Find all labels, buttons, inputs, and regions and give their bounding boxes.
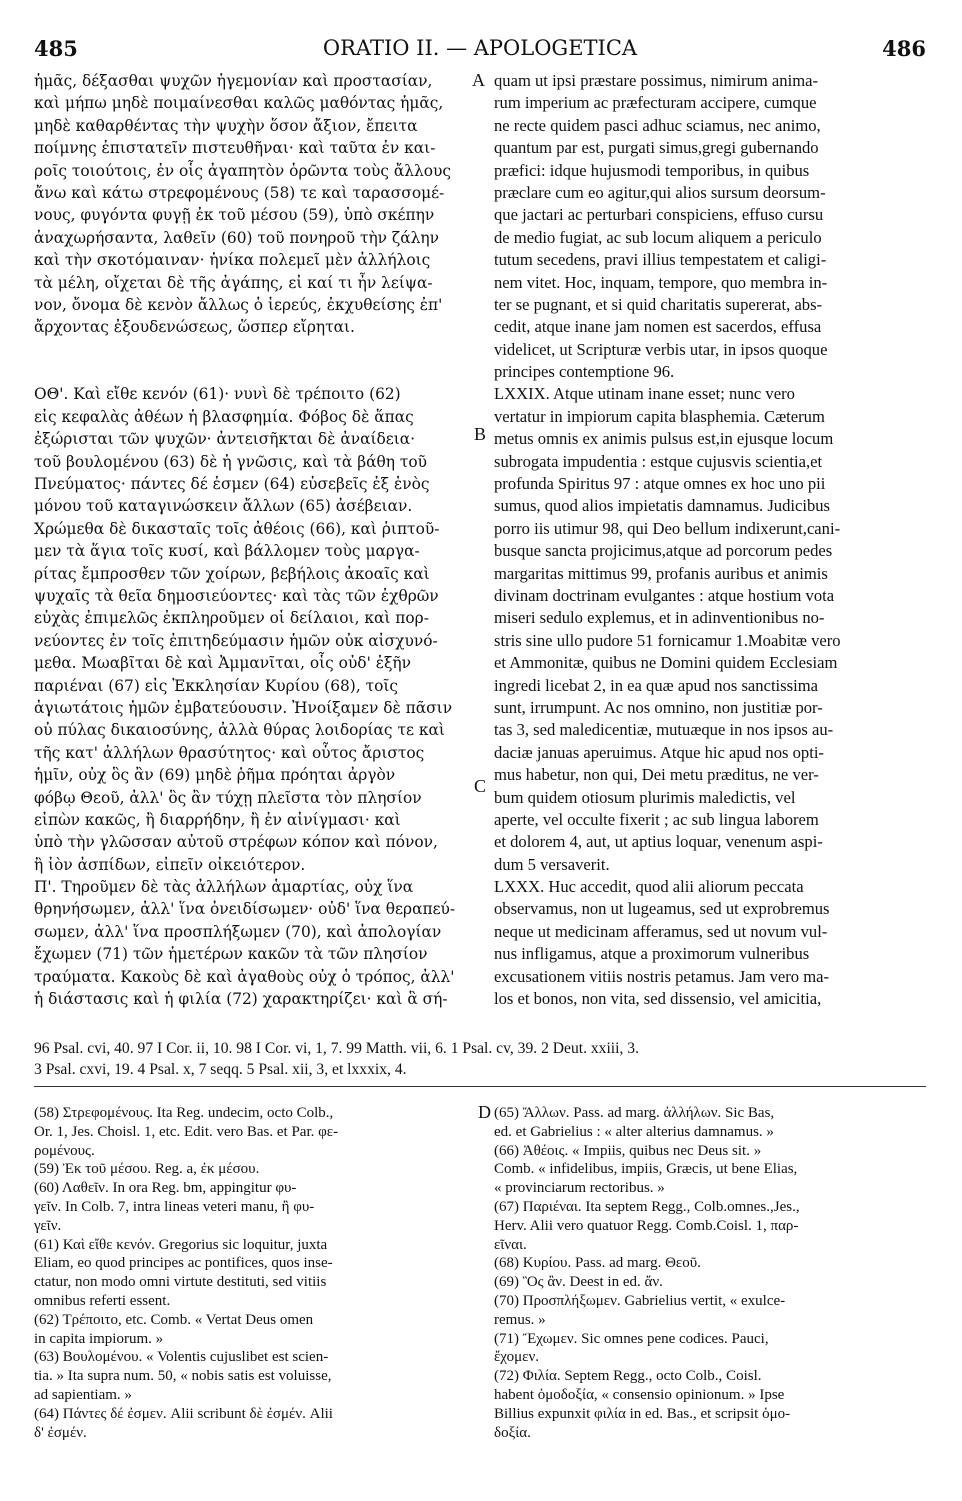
scripture-footnotes: [34, 1038, 926, 1080]
page-number-right: 486: [882, 36, 926, 61]
greek-text-line: Πνεύματος· πάντες δέ ἐσμεν (64) εὐσεβεῖς ἐξ ἑνὸς: [34, 475, 430, 494]
critical-note-line: γεῖν. In Colb. 7, intra lineas veteri manu, ἢ φυ-: [34, 1198, 315, 1215]
critical-note-line: (64) Πάντες δέ ἐσμεν. Alii scribunt δὲ ἐσμέν. Alii: [34, 1405, 333, 1422]
latin-text-line: de medio fugiat, ac sub locum aliquem a periculo: [494, 227, 822, 247]
latin-text-line: que jactari ac perturbari conspiciens, effuso cursu: [494, 205, 824, 225]
latin-text-line: observamus, non ut lugeamus, sed ut exprobremus: [494, 899, 830, 919]
latin-text-line: ter se pugnant, et si quid charitatis supererat, abs-: [494, 294, 823, 314]
greek-text-line: τοῦ βουλομένου (63) δὲ ἡ γνῶσις, καὶ τὰ βάθη τοῦ: [34, 452, 428, 471]
latin-text-line: profunda Spiritus 97 : atque omnes ex hoc uno pii: [494, 474, 826, 494]
latin-text-line: sunt, irrumpunt. Ac nos omnino, non justitiæ por-: [494, 697, 823, 717]
latin-text-line: tutum secedens, pravi illius tempestatem et caligi-: [494, 250, 827, 270]
latin-text-line: divinam doctrinam evulgantes : atque hostium vota: [494, 585, 835, 605]
latin-text-line: bum quidem otiosum plurimis maledictis, vel: [494, 787, 796, 807]
latin-text-column: [494, 70, 924, 1010]
critical-note-line: Eliam, eo quod principes ac pontifices, quos inse-: [34, 1255, 333, 1272]
critical-note-line: (70) Προσπλήξωμεν. Gabrielius vertit, « exulce-: [494, 1292, 786, 1309]
greek-text-line: φόβῳ Θεοῦ, ἀλλ' ὃς ἂν τύχῃ πλεῖστα τὸν πλησίον: [34, 788, 422, 807]
greek-text-line: ψυχαῖς τὰ θεῖα δημοσιεύοντες· καὶ τὰς τῶν ἐχθρῶν: [34, 586, 439, 605]
critical-note-line: « provinciarum rectoribus. »: [494, 1180, 665, 1197]
greek-text-line: μόνου τοῦ καταγινώσκειν ἄλλων (65) ἀσέβειαν.: [34, 497, 413, 516]
latin-text-line: quam ut ipsi præstare possimus, nimirum anima-: [494, 71, 819, 90]
scripture-footnote-line: 96 Psal. cvi, 40. 97 I Cor. ii, 10. 98 I Cor. vi, 1, 7. 99 Matth. vii, 6. 1 Psal. cv, 39. 2 Deut. xxiii, 3.: [34, 1040, 639, 1057]
page-number-left: 485: [34, 36, 78, 61]
greek-text-line: ἐξώρισται τῶν ψυχῶν· ἀντεισῆκται δὲ ἀναίδεια·: [34, 430, 416, 449]
critical-note-line: (67) Παριέναι. Ita septem Regg., Colb.omnes.,Jes.,: [494, 1198, 800, 1215]
greek-text-line: νον, ὄνομα δὲ κενὸν ἄλλως ὁ ἱερεύς, ἐκχυθείσης ἐπ': [34, 295, 443, 314]
latin-text-line: LXXX. Huc accedit, quod alii aliorum peccata: [494, 877, 804, 897]
critical-note-line: tia. » Ita supra num. 50, « nobis satis est voluisse,: [34, 1368, 332, 1385]
greek-text-line: ποίμνης ἐπιστατεῖν πιστευθῆναι· καὶ ταῦτα ἐν και-: [34, 139, 436, 158]
latin-text-line: vertatur in impiorum capita blasphemia. Cæterum: [494, 406, 825, 426]
greek-text-line: ἡ διάστασις καὶ ἡ φιλία (72) χαρακτηρίζει· καὶ ἃ σή-: [34, 990, 448, 1009]
critical-note-line: omnibus referti essent.: [34, 1292, 171, 1309]
latin-text-line: quantum par est, purgati simus,gregi gubernando: [494, 138, 819, 158]
greek-text-line: ΟΘ'. Καὶ εἴθε κενόν (61)· νυνὶ δὲ τρέποιτο (62): [34, 385, 401, 404]
latin-text-line: mus habetur, non qui, Dei metu præditus, ne ver-: [494, 765, 819, 785]
latin-text-line: neque ut medicinam afferamus, sed ut novum vul-: [494, 921, 828, 941]
greek-text-line: ἄνω καὶ κάτω στρεφομένους (58) τε καὶ ταρασσομέ-: [34, 183, 445, 202]
latin-text-line: metus omnis ex animis pulsus est,in ejusque locum: [494, 429, 834, 449]
critical-note-line: Or. 1, Jes. Choisl. 1, etc. Edit. vero Bas. et Par. φε-: [34, 1123, 339, 1140]
greek-text-line: ἢ ἰὸν ἀσπίδων, εἰπεῖν οἰκειότερον.: [34, 855, 306, 874]
latin-text-line: præclare cum eo agitur,qui alios sursum deorsum-: [494, 182, 826, 202]
latin-text-line: cedit, atque inane jam nomen est sacerdos, effusa: [494, 317, 822, 337]
greek-text-line: νεύοντες ἐν τοῖς ἐπιτηδεύμασιν ἡμῶν οὐκ αἰσχυνό-: [34, 631, 438, 650]
latin-text-line: stris sine ullo pudore 51 fornicamur 1.Moabitæ vero: [494, 630, 841, 650]
greek-text-line: εὐχὰς ἐπιμελῶς ἐκπληροῦμεν οἱ δείλαιοι, καὶ πορ-: [34, 609, 429, 628]
critical-note-line: (62) Τρέποιτο, etc. Comb. « Vertat Deus omen: [34, 1311, 314, 1328]
greek-text-line: τραύματα. Κακοὺς δὲ καὶ ἀγαθοὺς οὐχ ὁ τρόπος, ἀλλ': [34, 967, 455, 986]
greek-text-line: ἀναχωρήσαντα, λαθεῖν (60) τοῦ πονηροῦ τὴν ζάλην: [34, 228, 439, 247]
critical-notes-right: [494, 1104, 924, 1442]
greek-text-line: καὶ μήπω μηδὲ ποιμαίνεσθαι καλῶς μαθόντας ἡμᾶς,: [34, 94, 444, 113]
critical-note-line: (68) Κυρίου. Pass. ad marg. Θεοῦ.: [494, 1255, 701, 1272]
latin-text-line: miseri sedulo explemus, et in adinventionibus no-: [494, 608, 825, 628]
running-title: ORATIO II. — APOLOGETICA: [322, 36, 638, 60]
margin-letter-c: C: [474, 776, 487, 796]
latin-text-line: dum 5 versaverit.: [494, 854, 610, 874]
latin-text-line: ne recte quidem pasci adhuc sciamus, nec animo,: [494, 115, 821, 135]
latin-text-line: excusationem vitiis nostris petamus. Jam vero ma-: [494, 966, 830, 986]
critical-note-line: (72) Φιλία. Septem Regg., octo Colb., Coisl.: [494, 1368, 762, 1385]
latin-text-line: videlicet, ut Scripturæ verbis utar, in ipsos quoque: [494, 339, 828, 359]
latin-text-line: principes contemptione 96.: [494, 362, 675, 382]
critical-note-line: ρομένους.: [34, 1142, 95, 1159]
latin-text-line: tas 3, sed maledicentiæ, mutuæque in nos ipsos au-: [494, 720, 834, 740]
critical-note-line: δ' ἐσμέν.: [34, 1424, 87, 1441]
greek-text-line: Χρώμεθα δὲ δικασταῖς τοῖς ἀθέοις (66), καὶ ῥιπτοῦ-: [34, 519, 440, 538]
latin-text-line: aperte, vel occulte fixerit ; ac sub lingua laborem: [494, 809, 819, 829]
critical-note-line: habent ὁμοδοξία, « consensio opinionum. » Ipse: [494, 1386, 785, 1403]
footnote-divider: [34, 1086, 926, 1087]
latin-text-line: nus infligamus, atque a proximorum vulneribus: [494, 944, 810, 964]
greek-text-line: εἰς κεφαλὰς ἀθέων ἡ βλασφημία. Φόβος δὲ ἅπας: [34, 407, 414, 426]
critical-note-line: δοξία.: [494, 1424, 531, 1441]
critical-notes-left: [34, 1104, 474, 1442]
latin-text-line: busque sancta projicimus,atque ad porcorum pedes: [494, 541, 833, 561]
latin-text-line: nem vitet. Hoc, inquam, tempore, quo membra in-: [494, 272, 828, 292]
greek-text-line: θρηνήσωμεν, ἀλλ' ἵνα ὀνειδίσωμεν· οὐδ' ἵνα θεραπεύ-: [34, 900, 456, 919]
critical-note-line: Billius expunxit φιλία in ed. Bas., et scripsit ὁμο-: [494, 1405, 791, 1422]
critical-note-line: (69) Ὃς ἂν. Deest in ed. ἄν.: [494, 1274, 663, 1291]
critical-note-line: in capita impiorum. »: [34, 1330, 164, 1347]
greek-text-line: [34, 361, 474, 383]
critical-note-line: εῖναι.: [494, 1236, 527, 1253]
critical-note-line: Comb. « infidelibus, impiis, Græcis, ut bene Elias,: [494, 1161, 798, 1178]
greek-text-line: καὶ τὴν σκοτόμαιναν· ἡνίκα πολεμεῖ μὲν ἀλλήλοις: [34, 251, 431, 270]
greek-text-line: μεθα. Μωαβῖται δὲ καὶ Ἀμμανῖται, οἷς οὐδ' ἐξῆν: [34, 654, 412, 673]
critical-note-line: ad sapientiam. »: [34, 1386, 132, 1403]
greek-text-column: [34, 70, 474, 1010]
greek-text-line: ἁγιωτάτοις ἡμῶν ἐμβατεύουσιν. Ἠνοίξαμεν δὲ πᾶσιν: [34, 698, 453, 717]
greek-text-line: νους, φυγόντα φυγῇ ἐκ τοῦ μέσου (59), ὑπὸ σκέπην: [34, 206, 435, 225]
latin-text-line: margaritas mittimus 99, profanis auribus et animis: [494, 563, 828, 583]
latin-text-line: daciæ januas aperuimus. Atque hic apud nos opti-: [494, 742, 824, 762]
scripture-footnote-line: 3 Psal. cxvi, 19. 4 Psal. x, 7 seqq. 5 Psal. xii, 3, et lxxxix, 4.: [34, 1061, 407, 1078]
greek-text-line: ἔχωμεν (71) τῶν ἡμετέρων κακῶν τὰ τῶν πλησίον: [34, 945, 428, 964]
critical-note-line: (66) Ἀθέοις. « Impiis, quibus nec Deus sit. »: [494, 1142, 762, 1159]
latin-text-line: subrogata impudentia : estque cujusvis scientia,et: [494, 451, 823, 471]
latin-text-line: præfici: idque hujusmodi temporibus, in quibus: [494, 160, 810, 180]
critical-note-line: (59) Ἐκ τοῦ μέσου. Reg. a, ἐκ μέσου.: [34, 1161, 260, 1178]
greek-text-line: [34, 339, 474, 361]
critical-note-line: (58) Στρεφομένους. Ita Reg. undecim, octo Colb.,: [34, 1105, 334, 1121]
critical-note-line: ed. et Gabrielius : « alter alterius damnamus. »: [494, 1123, 774, 1140]
latin-text-line: et Ammonitæ, quibus ne Domini quidem Ecclesiam: [494, 653, 838, 673]
latin-text-line: ingredi licebat 2, in ea quæ apud nos sanctissima: [494, 675, 818, 695]
greek-text-line: Π'. Τηροῦμεν δὲ τὰς ἀλλήλων ἁμαρτίας, οὐχ ἵνα: [34, 878, 414, 897]
critical-note-line: (65) Ἄλλων. Pass. ad marg. ἀλλήλων. Sic Bas,: [494, 1105, 775, 1121]
critical-note-line: (63) Βουλομένου. « Volentis cujuslibet est scien-: [34, 1349, 329, 1366]
greek-text-line: εἰπὼν κακῶς, ἢ διαρρήδην, ἢ ἐν αἰνίγμασι· καὶ: [34, 810, 401, 829]
margin-letter-d: D: [478, 1102, 491, 1122]
critical-note-line: ἔχομεν.: [494, 1349, 539, 1366]
greek-text-line: τὰ μέλη, οἴχεται δὲ τῆς ἀγάπης, εἰ καί τι ἦν λείψα-: [34, 273, 433, 292]
greek-text-line: παριέναι (67) εἰς Ἐκκλησίαν Κυρίου (68), τοῖς: [34, 676, 399, 695]
greek-text-line: ρίτας ἔμπροσθεν τῶν χοίρων, βεβήλοις ἀκοαῖς καὶ: [34, 564, 430, 583]
margin-letter-a: A: [472, 70, 485, 90]
critical-note-line: (60) Λαθεῖν. In ora Reg. bm, appingitur φυ-: [34, 1180, 297, 1197]
critical-note-line: (61) Καὶ εἴθε κενόν. Gregorius sic loquitur, juxta: [34, 1236, 328, 1253]
greek-text-line: οὐ πύλας δικαιοσύνης, ἀλλὰ θύρας λοιδορίας τε καὶ: [34, 721, 445, 740]
greek-text-line: ἡμῖν, οὐχ ὃς ἂν (69) μηδὲ ῥῆμα πρόηται ἀργὸν: [34, 766, 396, 785]
latin-text-line: rum imperium ac præfecturam accipere, cumque: [494, 93, 817, 113]
latin-text-line: et dolorem 4, aut, ut aptius loquar, venenum aspi-: [494, 832, 823, 852]
critical-note-line: (71) Ἔχωμεν. Sic omnes pene codices. Pauci,: [494, 1330, 769, 1347]
greek-text-line: ἄρχοντας ἐξουδενώσεως, ὥσπερ εἴρηται.: [34, 318, 355, 337]
critical-note-line: ctatur, non modo omni virtute destituti, sed vitiis: [34, 1274, 327, 1291]
greek-text-line: ἡμᾶς, δέξασθαι ψυχῶν ἡγεμονίαν καὶ προστασίαν,: [34, 72, 433, 90]
margin-letter-b: B: [474, 424, 487, 444]
critical-note-line: remus. »: [494, 1311, 546, 1328]
latin-text-line: LXXIX. Atque utinam inane esset; nunc vero: [494, 384, 795, 404]
critical-note-line: Herv. Alii vero quatuor Regg. Comb.Coisl. 1, παρ-: [494, 1217, 799, 1234]
greek-text-line: μηδὲ καθαρθέντας τὴν ψυχὴν ὅσον ἄξιον, ἔπειτα: [34, 116, 418, 135]
latin-text-line: sumus, quod alios impietatis damnamus. Judicibus: [494, 496, 831, 516]
greek-text-line: ὑπὸ τὴν γλῶσσαν αὐτοῦ στρέφων κόπον καὶ πόνον,: [34, 833, 438, 852]
greek-text-line: τῆς κατ' ἀλλήλων θρασύτητος· καὶ οὗτος ἄριστος: [34, 743, 425, 762]
critical-note-line: γεῖν.: [34, 1217, 62, 1234]
latin-text-line: porro iis utimur 98, qui Deo bellum indixerunt,cani-: [494, 518, 841, 538]
greek-text-line: ροῖς τοιούτοις, ἐν οἷς ἀγαπητὸν ὁρῶντα τοὺς ἄλλους: [34, 161, 451, 180]
greek-text-line: μεν τὰ ἅγια τοῖς κυσί, καὶ βάλλομεν τοὺς μαργα-: [34, 542, 420, 561]
greek-text-line: σωμεν, ἀλλ' ἵνα προσπλήξωμεν (70), καὶ ἀπολογίαν: [34, 922, 442, 941]
running-header: [34, 36, 926, 64]
latin-text-line: los et bonos, non vita, sed dissensio, vel amicitia,: [494, 989, 822, 1009]
